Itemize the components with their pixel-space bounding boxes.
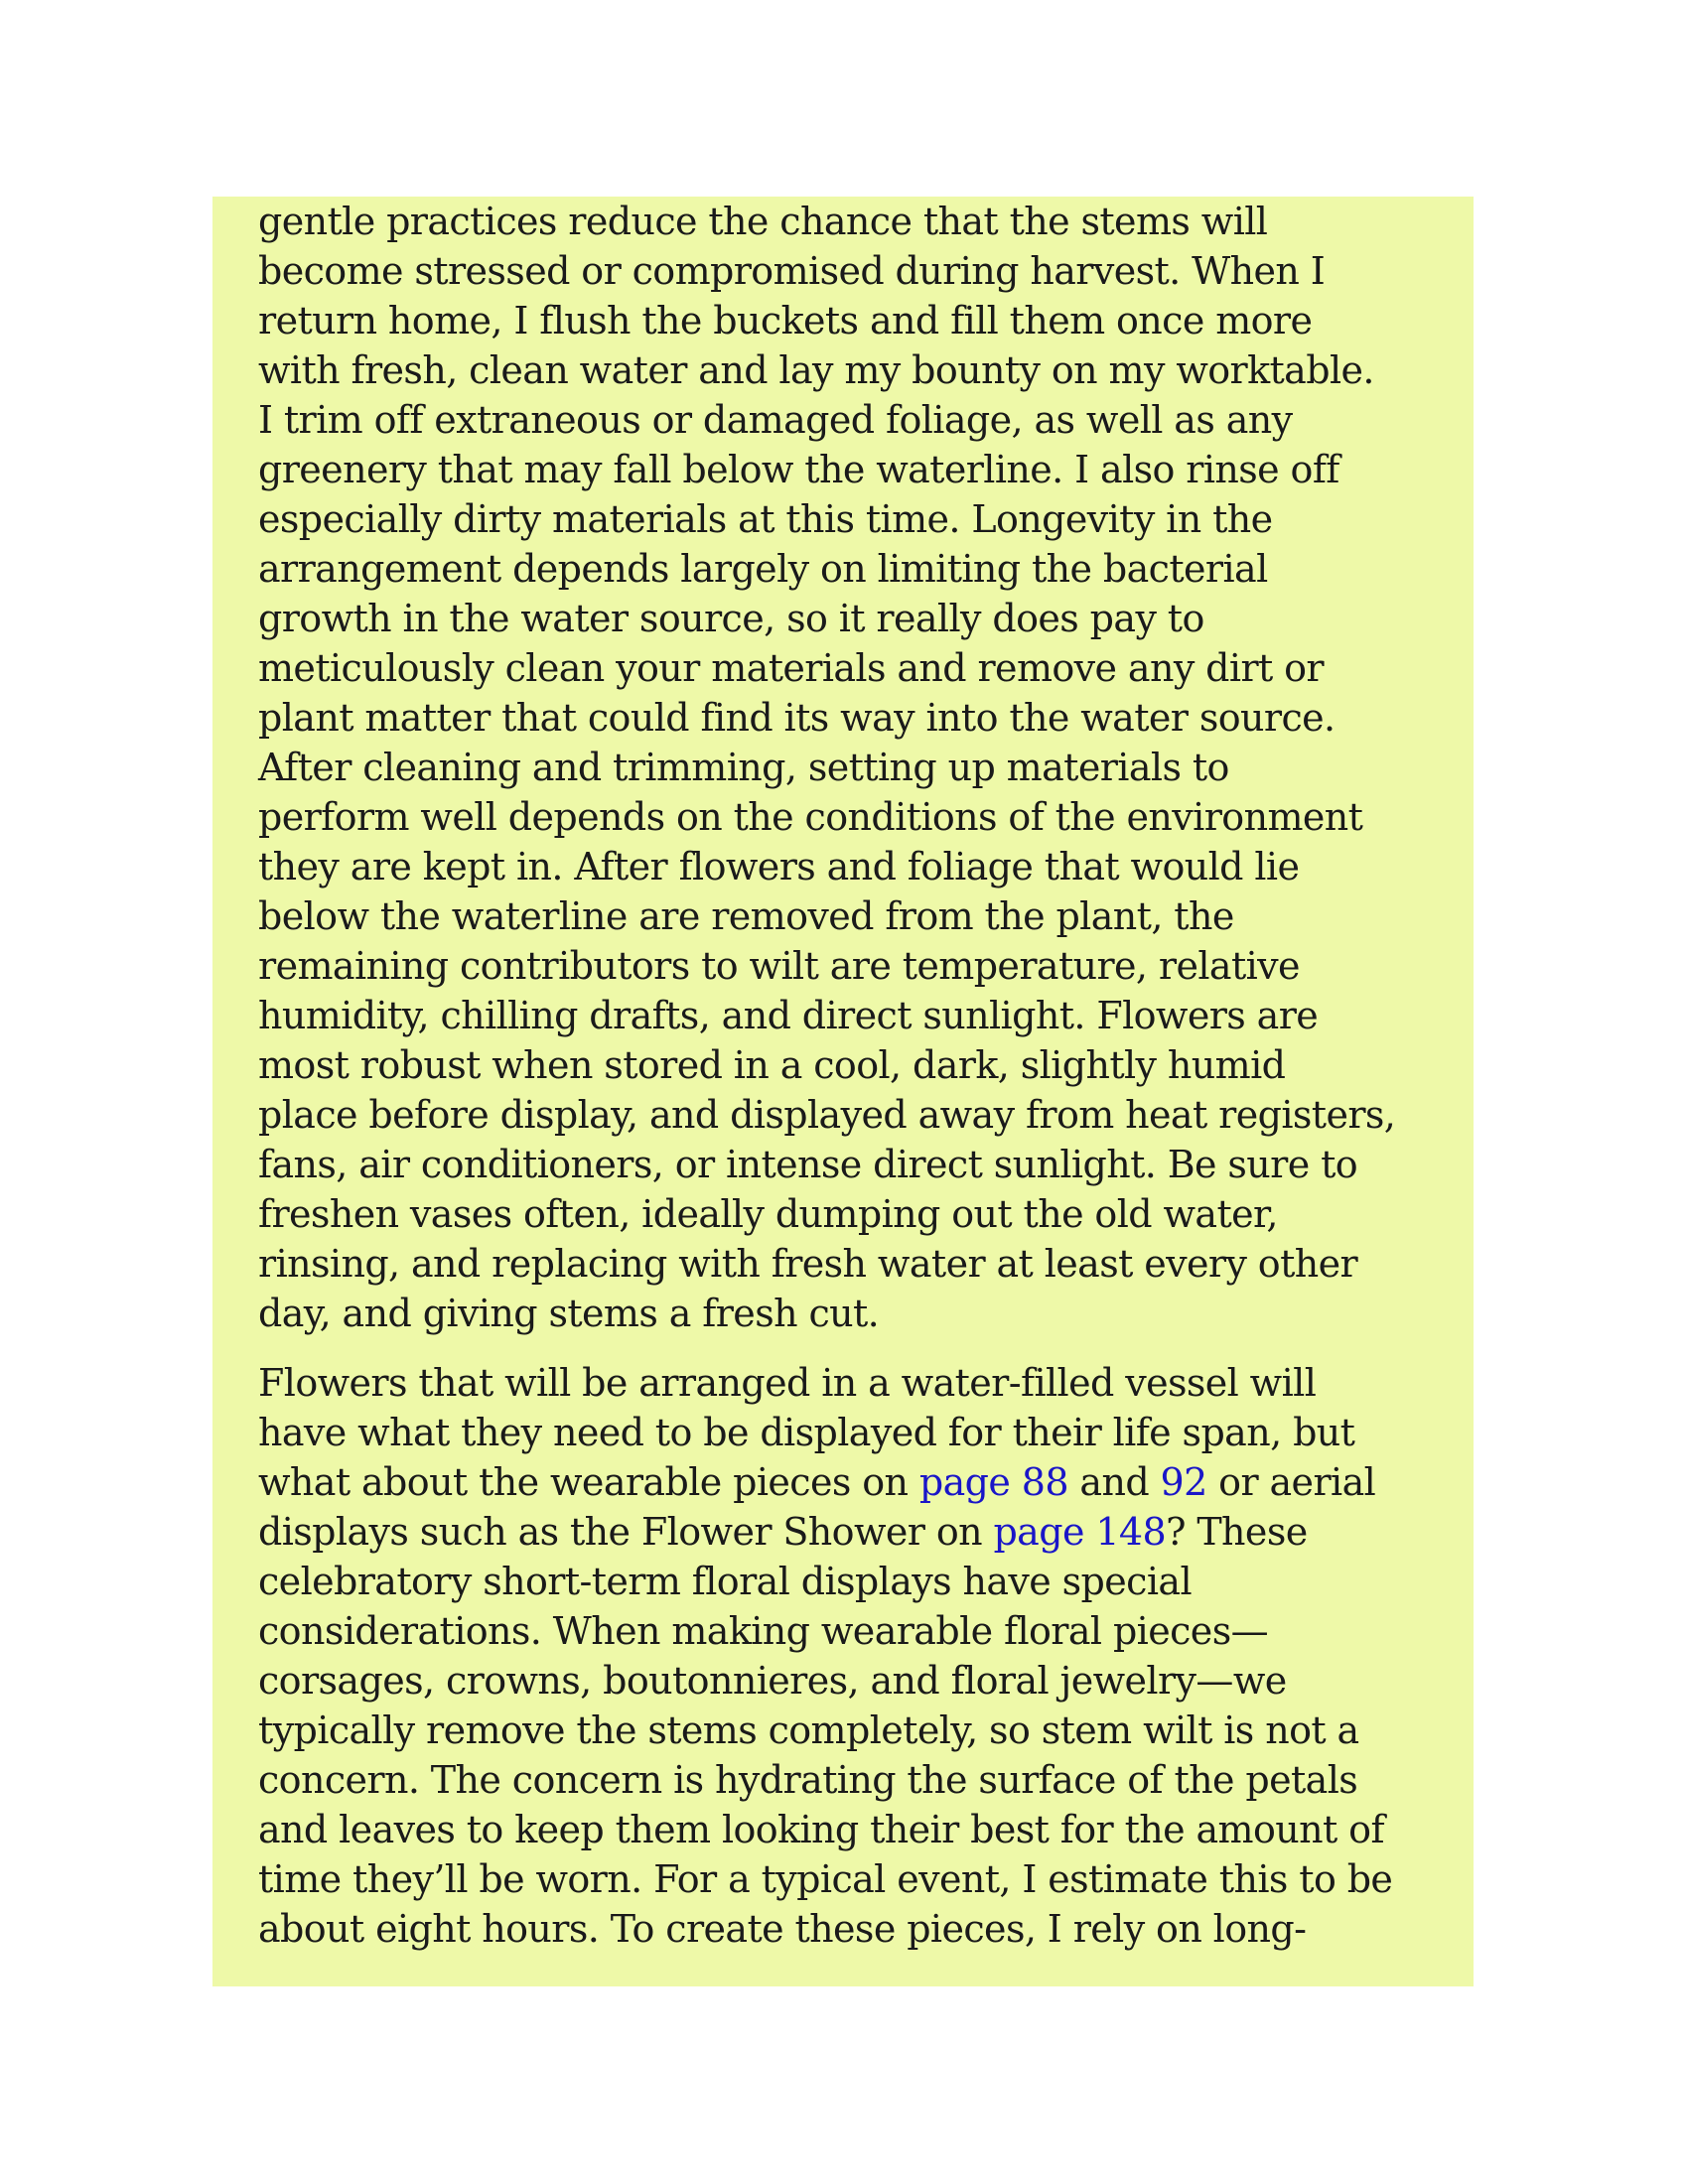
text-line: growth in the water source, so it really does pay to <box>258 597 1204 640</box>
page-148-link[interactable]: page 148 <box>993 1510 1167 1554</box>
highlighted-text-panel <box>212 197 1474 1986</box>
text-line: especially dirty materials at this time. Longevity in the <box>258 497 1273 541</box>
text-line: become stressed or compromised during harvest. When I <box>258 249 1326 293</box>
text-line: remaining contributors to wilt are temperature, relative <box>258 944 1300 988</box>
text-segment: what about the wearable pieces on <box>258 1460 919 1504</box>
text-line: Flowers that will be arranged in a water-filled vessel will <box>258 1361 1317 1405</box>
text-line: I trim off extraneous or damaged foliage, as well as any <box>258 398 1293 442</box>
page-92-link[interactable]: 92 <box>1160 1460 1207 1504</box>
text-line: arrangement depends largely on limiting the bacterial <box>258 547 1268 591</box>
text-line: about eight hours. To create these pieces, I rely on long- <box>258 1907 1307 1951</box>
paragraph-1 <box>258 197 1450 1338</box>
text-line: time they’ll be worn. For a typical event, I estimate this to be <box>258 1857 1393 1901</box>
text-line: gentle practices reduce the chance that the stems will <box>258 200 1268 243</box>
text-line-with-link <box>258 1507 1450 1557</box>
text-line: freshen vases often, ideally dumping out the old water, <box>258 1192 1278 1236</box>
text-line: place before display, and displayed away from heat registers, <box>258 1093 1396 1137</box>
text-segment: ? These <box>1166 1510 1308 1554</box>
text-line: with fresh, clean water and lay my bounty on my worktable. <box>258 348 1374 392</box>
text-segment: displays such as the Flower Shower on <box>258 1510 994 1554</box>
text-line: celebratory short-term floral displays have special <box>258 1560 1193 1603</box>
text-line-with-links <box>258 1457 1450 1507</box>
text-line: fans, air conditioners, or intense direct sunlight. Be sure to <box>258 1143 1358 1186</box>
text-line: have what they need to be displayed for their life span, but <box>258 1411 1355 1454</box>
text-line: typically remove the stems completely, so stem wilt is not a <box>258 1708 1359 1752</box>
text-line: most robust when stored in a cool, dark, slightly humid <box>258 1043 1286 1087</box>
text-segment: or aerial <box>1206 1460 1376 1504</box>
text-line: corsages, crowns, boutonnieres, and floral jewelry—we <box>258 1659 1287 1703</box>
text-line: greenery that may fall below the waterline. I also rinse off <box>258 448 1339 491</box>
text-line: they are kept in. After flowers and foliage that would lie <box>258 845 1300 888</box>
text-line: considerations. When making wearable floral pieces— <box>258 1609 1268 1653</box>
paragraph-2 <box>258 1358 1450 1954</box>
page-88-link[interactable]: page 88 <box>918 1460 1068 1504</box>
body-text <box>258 197 1450 1954</box>
text-line: After cleaning and trimming, setting up materials to <box>258 746 1229 789</box>
text-line: concern. The concern is hydrating the surface of the petals <box>258 1758 1358 1802</box>
text-line: meticulously clean your materials and remove any dirt or <box>258 646 1325 690</box>
text-line: plant matter that could find its way into the water source. <box>258 696 1336 740</box>
text-line: perform well depends on the conditions of the environment <box>258 795 1363 839</box>
text-line: below the waterline are removed from the plant, the <box>258 894 1234 938</box>
text-line: humidity, chilling drafts, and direct sunlight. Flowers are <box>258 994 1319 1037</box>
text-segment: and <box>1067 1460 1161 1504</box>
text-line: and leaves to keep them looking their best for the amount of <box>258 1808 1384 1851</box>
text-line: day, and giving stems a fresh cut. <box>258 1292 880 1335</box>
text-line: return home, I flush the buckets and fill them once more <box>258 299 1313 342</box>
text-line: rinsing, and replacing with fresh water at least every other <box>258 1242 1358 1286</box>
